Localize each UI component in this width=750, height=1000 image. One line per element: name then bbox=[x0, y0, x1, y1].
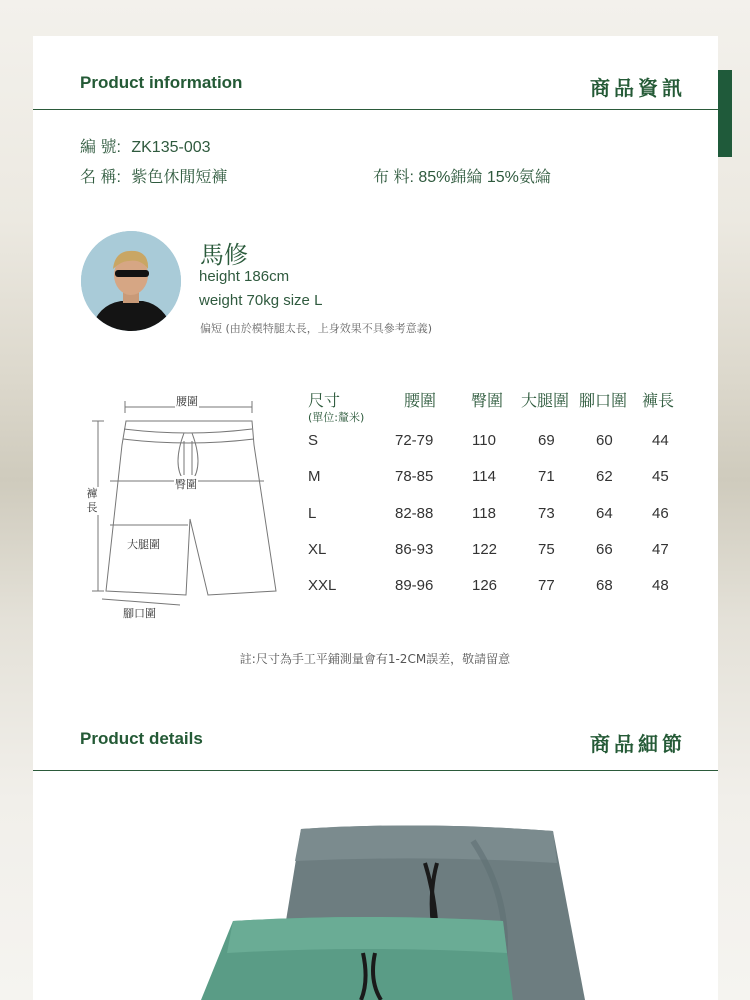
cell-waist: 82-88 bbox=[395, 505, 434, 522]
section-divider bbox=[33, 109, 718, 110]
header-length: 褲長 bbox=[642, 391, 675, 410]
product-name bbox=[80, 164, 227, 187]
cell-thigh: 71 bbox=[538, 468, 555, 485]
shorts-photo-icon bbox=[33, 771, 718, 1000]
model-note: 偏短 (由於模特腿太長，上身效果不具參考意義) bbox=[200, 322, 433, 335]
cell-waist: 86-93 bbox=[395, 541, 434, 558]
cell-waist: 89-96 bbox=[395, 577, 434, 594]
section-title-en: Product information bbox=[80, 73, 243, 92]
cell-hip: 126 bbox=[472, 577, 498, 594]
table-row bbox=[308, 432, 688, 452]
accent-bar bbox=[718, 70, 732, 157]
model-name: 馬修 bbox=[200, 241, 248, 269]
cell-hip: 118 bbox=[472, 505, 496, 522]
header-thigh: 大腿圍 bbox=[521, 391, 570, 410]
table-row bbox=[308, 505, 688, 525]
name-value: 紫色休閒短褲 bbox=[131, 169, 228, 186]
section-title-zh: 商品資訊 bbox=[590, 76, 686, 100]
fabric-value: 85%錦綸 15%氨綸 bbox=[418, 169, 551, 186]
cell-size: XXL bbox=[308, 577, 337, 594]
cell-hem: 68 bbox=[596, 577, 613, 594]
cell-hem: 64 bbox=[596, 505, 613, 522]
cell-thigh: 73 bbox=[538, 505, 555, 522]
label-hem: 腳口圍 bbox=[123, 607, 156, 620]
cell-waist: 72-79 bbox=[395, 432, 434, 449]
cell-thigh: 77 bbox=[538, 577, 555, 594]
header-hip: 臀圍 bbox=[471, 391, 504, 410]
model-avatar bbox=[81, 231, 181, 331]
cell-length: 44 bbox=[652, 432, 669, 449]
table-row bbox=[308, 541, 688, 561]
cell-size: M bbox=[308, 468, 321, 485]
product-fabric bbox=[373, 164, 551, 187]
table-row bbox=[308, 577, 688, 597]
cell-thigh: 75 bbox=[538, 541, 555, 558]
label-waist: 腰圍 bbox=[176, 395, 198, 408]
shorts-outline-icon bbox=[80, 385, 290, 625]
section-title-en: Product details bbox=[80, 729, 203, 748]
cell-thigh: 69 bbox=[538, 432, 555, 449]
cell-length: 45 bbox=[652, 468, 669, 485]
product-photo bbox=[33, 771, 718, 1000]
code-value: ZK135-003 bbox=[131, 139, 211, 156]
cell-length: 46 bbox=[652, 505, 669, 522]
cell-hem: 60 bbox=[596, 432, 613, 449]
measurement-note: 註:尺寸為手工平鋪測量會有1-2CM誤差，敬請留意 bbox=[239, 652, 511, 666]
code-label: 編 號: bbox=[80, 139, 121, 156]
label-hip: 臀圍 bbox=[175, 478, 197, 491]
cell-waist: 78-85 bbox=[395, 468, 434, 485]
label-thigh: 大腿圍 bbox=[127, 538, 160, 551]
cell-length: 48 bbox=[652, 577, 669, 594]
header-waist: 腰圍 bbox=[404, 391, 437, 410]
fabric-label: 布 料: bbox=[373, 169, 414, 186]
header-hem: 腳口圍 bbox=[579, 391, 628, 410]
cell-size: XL bbox=[308, 541, 327, 558]
cell-hip: 110 bbox=[472, 432, 496, 449]
model-weight-size: weight 70kg size L bbox=[199, 292, 323, 309]
name-label: 名 稱: bbox=[80, 169, 121, 186]
cell-hem: 62 bbox=[596, 468, 613, 485]
header-size: 尺寸 bbox=[308, 391, 341, 410]
section-title-zh: 商品細節 bbox=[590, 732, 686, 756]
measurement-diagram bbox=[80, 385, 290, 625]
cell-length: 47 bbox=[652, 541, 669, 558]
label-length: 褲長 bbox=[84, 487, 100, 515]
cell-hip: 122 bbox=[472, 541, 498, 558]
cell-hem: 66 bbox=[596, 541, 613, 558]
table-row bbox=[308, 468, 688, 488]
product-code bbox=[80, 134, 211, 157]
unit-label: (單位:釐米) bbox=[308, 411, 365, 424]
model-height: height 186cm bbox=[199, 268, 290, 285]
cell-hip: 114 bbox=[472, 468, 496, 485]
cell-size: S bbox=[308, 432, 319, 449]
cell-size: L bbox=[308, 505, 317, 522]
